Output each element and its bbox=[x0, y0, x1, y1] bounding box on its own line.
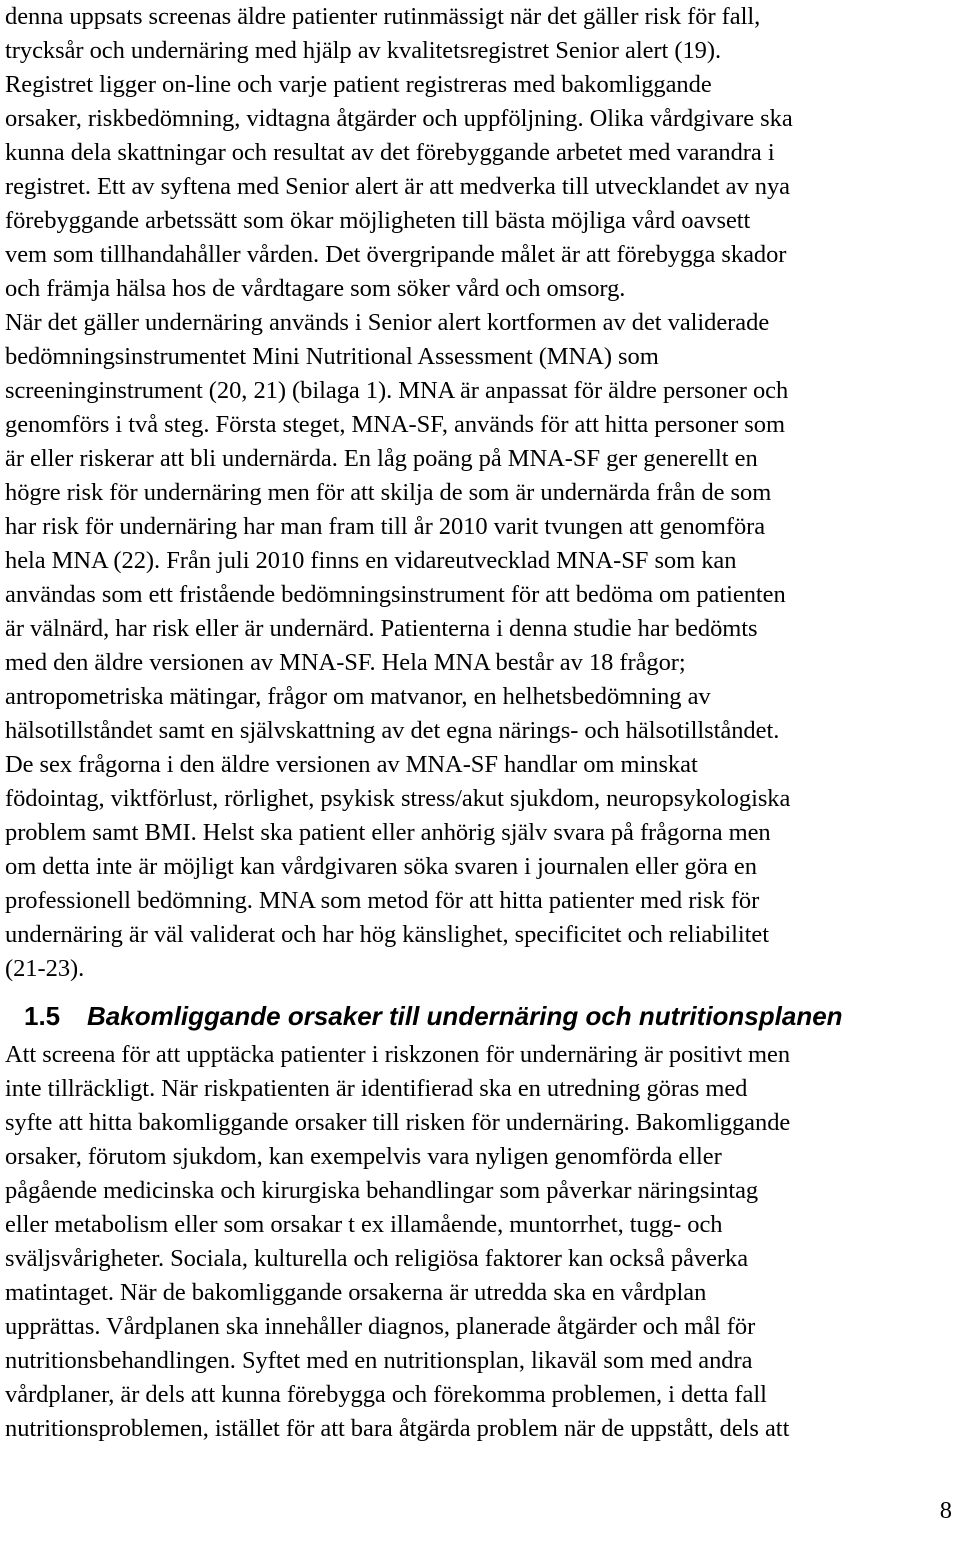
text-line: När det gäller undernäring används i Senior alert kortformen av det validerade bbox=[5, 309, 770, 336]
text-line: nutritionsbehandlingen. Syftet med en nutritionsplan, likaväl som med andra bbox=[5, 1347, 753, 1374]
text-line: sväljsvårigheter. Sociala, kulturella och religiösa faktorer kan också påverka bbox=[5, 1245, 749, 1272]
text-line: hälsotillståndet samt en självskattning av det egna närings- och hälsotillståndet. bbox=[5, 717, 780, 744]
text-line: Registret ligger on-line och varje patient registreras med bakomliggande bbox=[5, 71, 712, 98]
text-line: förebyggande arbetssätt som ökar möjligheten till bästa möjliga vård oavsett bbox=[5, 207, 751, 234]
text-line: inte tillräckligt. När riskpatienten är identifierad ska en utredning göras med bbox=[5, 1075, 748, 1102]
text-line: pågående medicinska och kirurgiska behandlingar som påverkar näringsintag bbox=[5, 1177, 759, 1204]
text-line: kunna dela skattningar och resultat av det förebyggande arbetet med varandra i bbox=[5, 139, 775, 166]
page-number: 8 bbox=[939, 1497, 952, 1524]
text-line: matintaget. När de bakomliggande orsakerna är utredda ska en vårdplan bbox=[5, 1279, 707, 1306]
text-line: bedömningsinstrumentet Mini Nutritional Assessment (MNA) som bbox=[5, 343, 659, 370]
text-line: syfte att hitta bakomliggande orsaker till risken för undernäring. Bakomliggande bbox=[5, 1109, 791, 1136]
text-line: genomförs i två steg. Första steget, MNA-SF, används för att hitta personer som bbox=[5, 411, 786, 438]
text-line: problem samt BMI. Helst ska patient eller anhörig själv svara på frågorna men bbox=[5, 819, 771, 846]
text-line: antropometriska mätingar, frågor om matvanor, en helhetsbedömning av bbox=[5, 683, 711, 710]
text-line: undernäring är väl validerat och har hög känslighet, specificitet och reliabilitet bbox=[5, 921, 769, 948]
body-paragraph-2 bbox=[5, 1038, 955, 1446]
text-line: denna uppsats screenas äldre patienter rutinmässigt när det gäller risk för fall, bbox=[5, 3, 761, 30]
text-line: trycksår och undernäring med hjälp av kvalitetsregistret Senior alert (19). bbox=[5, 37, 722, 64]
text-line: vårdplaner, är dels att kunna förebygga och förekomma problemen, i detta fall bbox=[5, 1381, 767, 1408]
text-line: vem som tillhandahåller vården. Det övergripande målet är att förebygga skador bbox=[5, 241, 787, 268]
text-line: hela MNA (22). Från juli 2010 finns en vidareutvecklad MNA-SF som kan bbox=[5, 547, 737, 574]
text-line: är eller riskerar att bli undernärda. En låg poäng på MNA-SF ger generellt en bbox=[5, 445, 758, 472]
text-line: orsaker, riskbedömning, vidtagna åtgärder och uppföljning. Olika vårdgivare ska bbox=[5, 105, 793, 132]
text-line: är välnärd, har risk eller är undernärd. Patienterna i denna studie har bedömts bbox=[5, 615, 758, 642]
document-page bbox=[5, 0, 955, 1446]
body-paragraph-1 bbox=[5, 0, 955, 986]
text-line: födointag, viktförlust, rörlighet, psykisk stress/akut sjukdom, neuropsykologiska bbox=[5, 785, 791, 812]
text-line: nutritionsproblemen, istället för att bara åtgärda problem när de uppstått, dels att bbox=[5, 1415, 790, 1442]
text-line: har risk för undernäring har man fram till år 2010 varit tvungen att genomföra bbox=[5, 513, 766, 540]
text-line: Att screena för att upptäcka patienter i riskzonen för undernäring är positivt men bbox=[5, 1041, 791, 1068]
section-heading bbox=[5, 994, 955, 1038]
text-line: högre risk för undernäring men för att skilja de som är undernärda från de som bbox=[5, 479, 772, 506]
text-line: De sex frågorna i den äldre versionen av MNA-SF handlar om minskat bbox=[5, 751, 698, 778]
text-line: med den äldre versionen av MNA-SF. Hela MNA består av 18 frågor; bbox=[5, 649, 686, 676]
text-line: och främja hälsa hos de vårdtagare som söker vård och omsorg. bbox=[5, 275, 626, 302]
text-line: eller metabolism eller som orsakar t ex illamående, muntorrhet, tugg- och bbox=[5, 1211, 723, 1238]
text-line: (21-23). bbox=[5, 955, 85, 982]
text-line: orsaker, förutom sjukdom, kan exempelvis vara nyligen genomförda eller bbox=[5, 1143, 722, 1170]
text-line: användas som ett fristående bedömningsinstrument för att bedöma om patienten bbox=[5, 581, 786, 608]
text-line: screeninginstrument (20, 21) (bilaga 1). MNA är anpassat för äldre personer och bbox=[5, 377, 789, 404]
section-number: 1.5 bbox=[24, 1001, 61, 1031]
text-line: professionell bedömning. MNA som metod för att hitta patienter med risk för bbox=[5, 887, 760, 914]
text-line: om detta inte är möjligt kan vårdgivaren söka svaren i journalen eller göra en bbox=[5, 853, 757, 880]
section-title: Bakomliggande orsaker till undernäring och nutritionsplanen bbox=[87, 1001, 843, 1031]
text-line: registret. Ett av syftena med Senior alert är att medverka till utvecklandet av nya bbox=[5, 173, 790, 200]
text-line: upprättas. Vårdplanen ska innehåller diagnos, planerade åtgärder och mål för bbox=[5, 1313, 756, 1340]
